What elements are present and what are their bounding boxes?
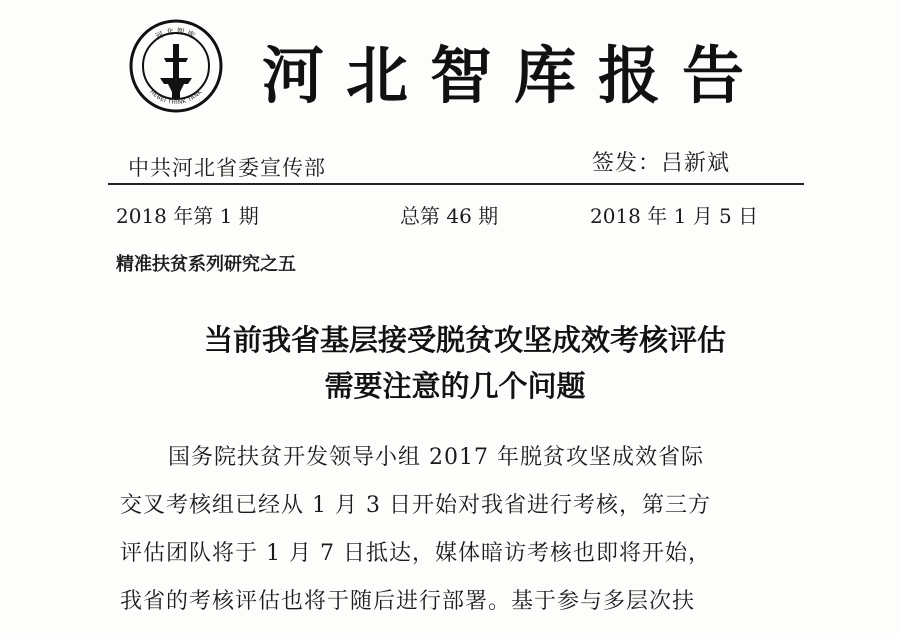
- total-issue-number: 总第 46 期: [400, 204, 499, 228]
- article-title-line-1: 当前我省基层接受脱贫攻坚成效考核评估: [203, 323, 726, 357]
- article-title-line-2: 需要注意的几个问题: [324, 369, 586, 403]
- header-divider: [108, 183, 804, 185]
- series-label: 精准扶贫系列研究之五: [116, 254, 296, 275]
- body-line: 国务院扶贫开发领导小组 2017 年脱贫攻坚成效省际: [168, 445, 704, 470]
- emblem-logo-icon: [128, 18, 224, 114]
- issuer-department: 中共河北省委宣传部: [128, 156, 326, 180]
- issue-date: 2018 年 1 月 5 日: [590, 204, 759, 228]
- svg-text:HEBEI THINK TANK: HEBEI THINK TANK: [148, 89, 204, 107]
- body-line: 评估团队将于 1 月 7 日抵达，媒体暗访考核也即将开始，: [120, 541, 711, 566]
- svg-text:河北智库: 河北智库: [153, 26, 199, 42]
- think-tank-emblem: [128, 18, 224, 114]
- issue-number: 2018 年第 1 期: [116, 204, 259, 228]
- signer: 签发：吕新斌: [592, 151, 731, 176]
- body-line: 我省的考核评估也将于随后进行部署。基于参与多层次扶: [120, 589, 696, 614]
- article-body: [120, 434, 810, 626]
- body-line: 交叉考核组已经从 1 月 3 日开始对我省进行考核，第三方: [120, 493, 711, 518]
- masthead-title: 河北智库报告: [262, 39, 767, 112]
